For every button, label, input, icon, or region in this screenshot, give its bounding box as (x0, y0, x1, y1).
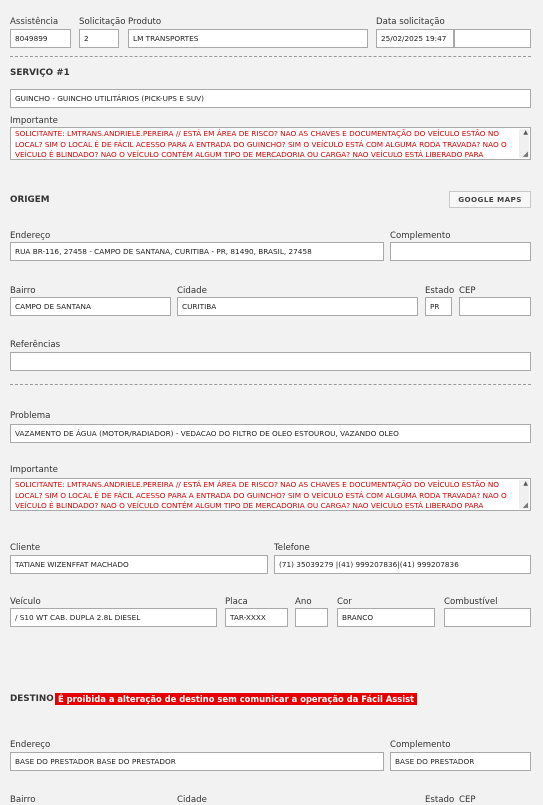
placa-label: Placa (225, 597, 248, 607)
placa-field[interactable]: TAR-XXXX (225, 608, 288, 627)
origem-cep-field[interactable] (459, 297, 531, 316)
data-solicitacao-field[interactable]: 25/02/2025 19:47 (376, 29, 454, 48)
origem-referencias-field[interactable] (10, 352, 531, 371)
origem-cidade-label: Cidade (177, 286, 207, 296)
solicitacao-field[interactable]: 2 (79, 29, 119, 48)
problema-importante-text: SOLICITANTE: LMTRANS.ANDRIELE.PEREIRA // ESTÁ EM ÁREA DE RISCO? NAO AS CHAVES E DOCUMENTAÇÃO DO VEÍCULO ESTÃO NO LOCAL? SIM O LOCAL É DE FÁCIL ACESSO PARA A ENTRADA DO GUINCHO? SIM O VEÍCULO ESTÁ COM ALGUMA RODA TRAVADA? NAO O VEÍCULO É BLINDADO? NAO O VEÍCULO CONTÉM ALGUM TIPO DE MERCADORIA OU CARGA? NAO VEÍCULO ESTÁ LIBERADO PARA (15, 480, 507, 510)
destino-complemento-label: Complemento (390, 740, 451, 750)
destino-title: DESTINO (10, 694, 54, 704)
resize-grip-icon[interactable]: ◢ (522, 501, 528, 509)
destino-estado-label: Estado (425, 795, 455, 805)
scroll-up-icon[interactable]: ▲ (523, 480, 528, 487)
destino-cep-label: CEP (459, 795, 476, 805)
cliente-field[interactable]: TATIANE WIZENFFAT MACHADO (10, 555, 268, 574)
problema-field[interactable]: VAZAMENTO DE ÁGUA (MOTOR/RADIADOR) - VEDACAO DO FILTRO DE OLEO ESTOUROU, VAZANDO OLEO (10, 424, 531, 443)
scroll-up-icon[interactable]: ▲ (523, 129, 528, 136)
cliente-label: Cliente (10, 543, 41, 553)
data-extra-field[interactable] (454, 29, 531, 48)
produto-field[interactable]: LM TRANSPORTES (128, 29, 368, 48)
destino-complemento-field[interactable]: BASE DO PRESTADOR (390, 752, 531, 771)
origem-title: ORIGEM (10, 195, 50, 205)
cor-label: Cor (337, 597, 352, 607)
servico-importante-label: Importante (10, 116, 58, 126)
cor-field[interactable]: BRANCO (337, 608, 435, 627)
separator (10, 384, 531, 385)
data-solicitacao-label: Data solicitação (376, 17, 445, 27)
destino-warning-badge: É proibida a alteração de destino sem comunicar a operação da Fácil Assist (55, 693, 417, 705)
telefone-field[interactable]: (71) 35039279 |(41) 999207836|(41) 999207836 (274, 555, 531, 574)
veiculo-label: Veículo (10, 597, 41, 607)
origem-cidade-field[interactable]: CURITIBA (177, 297, 418, 316)
resize-grip-icon[interactable]: ◢ (522, 150, 528, 158)
problema-importante-textarea[interactable] (10, 478, 531, 511)
servico-importante-textarea[interactable] (10, 127, 531, 160)
destino-endereco-label: Endereço (10, 740, 51, 750)
telefone-label: Telefone (274, 543, 310, 553)
destino-cidade-label: Cidade (177, 795, 207, 805)
destino-bairro-label: Bairro (10, 795, 36, 805)
origem-estado-field[interactable]: PR (425, 297, 452, 316)
destino-endereco-field[interactable]: BASE DO PRESTADOR BASE DO PRESTADOR (10, 752, 384, 771)
problema-importante-label: Importante (10, 465, 58, 475)
origem-endereco-label: Endereço (10, 231, 51, 241)
assistencia-label: Assistência (10, 17, 59, 27)
origem-bairro-field[interactable]: CAMPO DE SANTANA (10, 297, 171, 316)
servico-title: SERVIÇO #1 (10, 68, 70, 78)
produto-label: Produto (128, 17, 162, 27)
servico-importante-text: SOLICITANTE: LMTRANS.ANDRIELE.PEREIRA // ESTÁ EM ÁREA DE RISCO? NAO AS CHAVES E DOCUMENTAÇÃO DO VEÍCULO ESTÃO NO LOCAL? SIM O LOCAL É DE FÁCIL ACESSO PARA A ENTRADA DO GUINCHO? SIM O VEÍCULO ESTÁ COM ALGUMA RODA TRAVADA? NAO O VEÍCULO É BLINDADO? NAO O VEÍCULO CONTÉM ALGUM TIPO DE MERCADORIA OU CARGA? NAO VEÍCULO ESTÁ LIBERADO PARA (15, 129, 507, 159)
origem-cep-label: CEP (459, 286, 476, 296)
solicitacao-label: Solicitação (79, 17, 126, 27)
origem-endereco-field[interactable]: RUA BR-116, 27458 - CAMPO DE SANTANA, CURITIBA - PR, 81490, BRASIL, 27458 (10, 242, 384, 261)
combustivel-label: Combustível (444, 597, 498, 607)
google-maps-button[interactable]: GOOGLE MAPS (449, 191, 531, 208)
origem-estado-label: Estado (425, 286, 455, 296)
origem-complemento-field[interactable] (390, 242, 531, 261)
origem-complemento-label: Complemento (390, 231, 451, 241)
ano-field[interactable] (295, 608, 328, 627)
assistencia-field[interactable]: 8049899 (10, 29, 71, 48)
origem-referencias-label: Referências (10, 340, 61, 350)
veiculo-field[interactable]: / S10 WT CAB. DUPLA 2.8L DIESEL (10, 608, 217, 627)
servico-field[interactable]: GUINCHO - GUINCHO UTILITÁRIOS (PICK-UPS E SUV) (10, 89, 531, 108)
origem-bairro-label: Bairro (10, 286, 36, 296)
problema-label: Problema (10, 411, 51, 421)
ano-label: Ano (295, 597, 312, 607)
combustivel-field[interactable] (444, 608, 531, 627)
separator (10, 56, 531, 57)
